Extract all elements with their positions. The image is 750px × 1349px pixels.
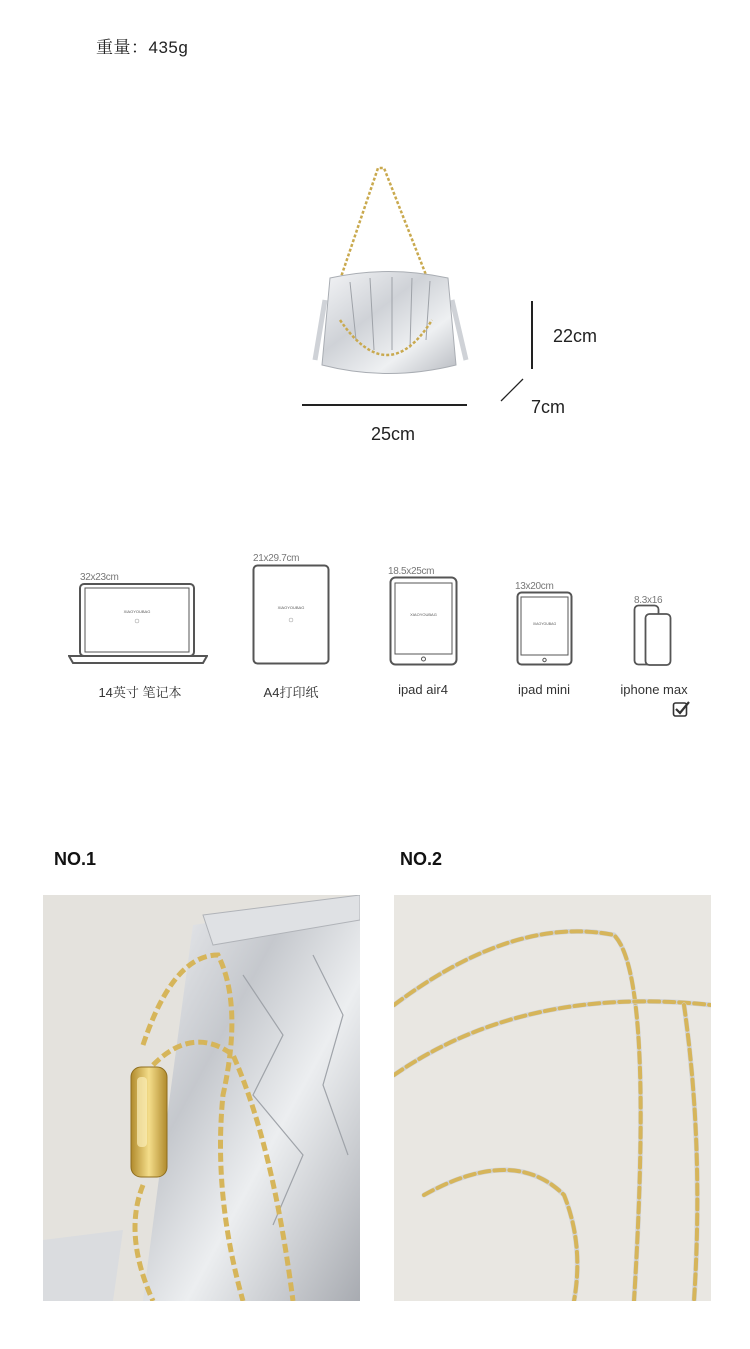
svg-text:XIAOYOUBAG: XIAOYOUBAG xyxy=(277,605,305,610)
device-size-label: 8.3x16 xyxy=(634,595,663,606)
svg-text:XIAOYOUBAG: XIAOYOUBAG xyxy=(532,622,557,626)
device-size-label: 13x20cm xyxy=(515,581,554,592)
detail-photo-chain xyxy=(394,895,711,1301)
device-name: ipad air4 xyxy=(398,682,448,697)
svg-text:XIAOYOUBAG: XIAOYOUBAG xyxy=(123,609,151,614)
depth-label: 7cm xyxy=(531,397,566,417)
depth-line xyxy=(500,378,525,403)
tablet-mini-icon xyxy=(516,591,573,666)
a4-paper-icon xyxy=(252,564,330,665)
product-image xyxy=(300,160,475,390)
weight-text: 重量：435g xyxy=(96,38,189,57)
height-label: 22cm xyxy=(553,326,598,346)
detail-photo-clasp xyxy=(43,895,360,1301)
phone-icon xyxy=(633,604,673,666)
svg-text:XIAOYOUBAG: XIAOYOUBAG xyxy=(410,612,437,617)
device-size-label: 21x29.7cm xyxy=(253,553,300,564)
device-name: A4打印纸 xyxy=(263,685,319,700)
device-name: 14英寸 笔记本 xyxy=(98,685,182,700)
device-name: iphone max xyxy=(620,682,688,697)
detail-title: NO.1 xyxy=(54,849,97,869)
width-line xyxy=(302,404,467,406)
silver-bag-illustration xyxy=(300,160,475,390)
laptop-icon xyxy=(68,583,208,665)
tablet-icon xyxy=(389,576,458,666)
device-name: ipad mini xyxy=(517,682,571,697)
checkbox-checked-icon xyxy=(672,700,690,718)
width-label: 25cm xyxy=(371,424,416,444)
device-size-label: 18.5x25cm xyxy=(388,566,435,577)
detail-title: NO.2 xyxy=(400,849,443,869)
device-size-label: 32x23cm xyxy=(80,572,119,583)
height-line xyxy=(531,301,533,369)
